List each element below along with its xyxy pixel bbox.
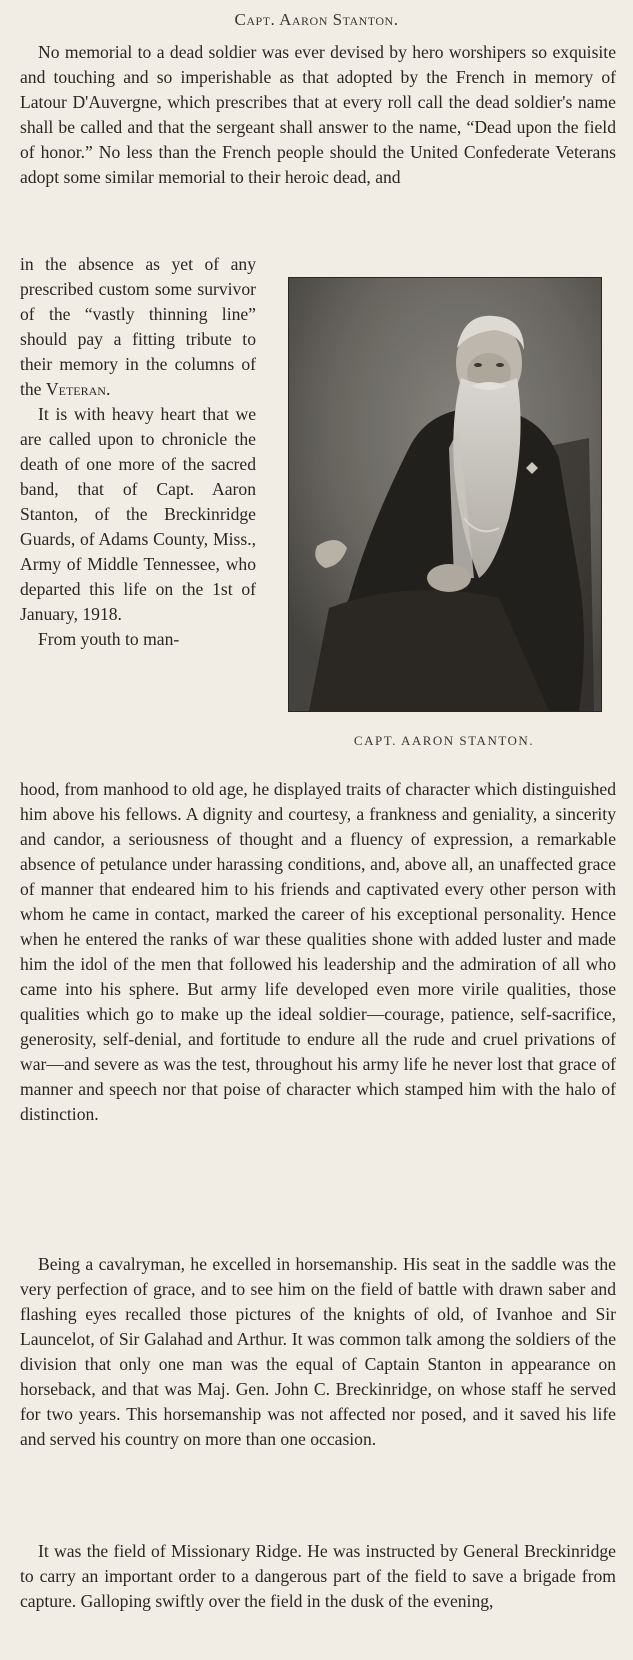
paragraph-missionary-ridge-text: It was the field of Missionary Ridge. He was instructed by General Breckinridge to carry an important order to a dangerous part of the field to save a brigade from capture. Galloping swiftly over the field in the dusk of the evening, xyxy=(20,1541,616,1611)
paragraph-horsemanship-text: Being a cavalryman, he excelled in horsemanship. His seat in the saddle was the very perfection of grace, and to see him on the field of battle with drawn saber and flashing eyes recalled those pictures of the knights of old, of Ivanhoe and Sir Launcelot, of Sir Galahad and Arthur. It was common talk among the soldiers of the division that only one man was the equal of Captain Stanton in appearance on horseback, and that was Maj. Gen. John C. Breckinridge, on whose staff he served for two years. This horsemanship was not affected nor posed, and it saved his life and served his country on more than one occasion. xyxy=(20,1254,616,1449)
photo-caption: CAPT. AARON STANTON. xyxy=(353,733,535,748)
running-head: Capt. Aaron Stanton. xyxy=(234,10,399,29)
narrow-column-text xyxy=(20,252,256,652)
paragraph-missionary-ridge xyxy=(20,1539,616,1614)
paragraph-custom xyxy=(20,252,256,402)
paragraph-death-notice: It is with heavy heart that we are called upon to chronicle the death of one more of the sacred band, that of Capt. Aaron Stanton, of the Breckinridge Guards, of Adams County, Miss., Army of Middle Tennessee, who departed this life on the 1st of January, 1918. xyxy=(20,404,256,624)
portrait-photo xyxy=(288,277,602,712)
paragraph-intro: No memorial to a dead soldier was ever devised by hero worshipers so exquisite and touching and so imperishable as that adopted by the French in memory of Latour D'Auvergne, which prescribes that at every roll call the dead soldier's name shall be called and that the sergeant shall answer to the name, “Dead upon the field of honor.” No less than the French people should the United Confederate Veterans adopt some similar memorial to their heroic dead, and xyxy=(20,42,616,187)
paragraph-custom-text: in the absence as yet of any prescribed custom some survivor of the “vastly thinning line” should pay a fitting tribute to their memory in the columns of the xyxy=(20,254,256,399)
paragraph-horsemanship xyxy=(20,1252,616,1452)
portrait-image xyxy=(289,278,601,711)
paragraph-character xyxy=(20,777,616,1127)
paragraph-youth-start: From youth to man- xyxy=(38,629,180,649)
paragraph-character-text: hood, from manhood to old age, he displayed traits of character which distinguished him above his fellows. A dignity and courtesy, a frankness and geniality, a sincerity and candor, a seriousness of thought and a fluency of expression, a remarkable absence of petulance under harassing conditions, and, above all, an unaffected grace of manner that endeared him to his friends and captivated every other person with whom he came in contact, marked the career of his exceptional personality. Hence when he entered the ranks of war these qualities shone with added luster and made him the idol of the men that followed his leadership and the admiration of all who came into his sphere. But army life developed even more virile qualities, those qualities which go to make up the ideal soldier—courage, patience, self-sacrifice, generosity, self-denial, and fortitude to endure all the rude and cruel privations of war—and severe as was the test, throughout his army life he never lost that grace of manner and speech nor that poise of character which stamped him with the halo of distinction. xyxy=(20,779,616,1124)
veteran-name: Veteran. xyxy=(45,379,111,399)
